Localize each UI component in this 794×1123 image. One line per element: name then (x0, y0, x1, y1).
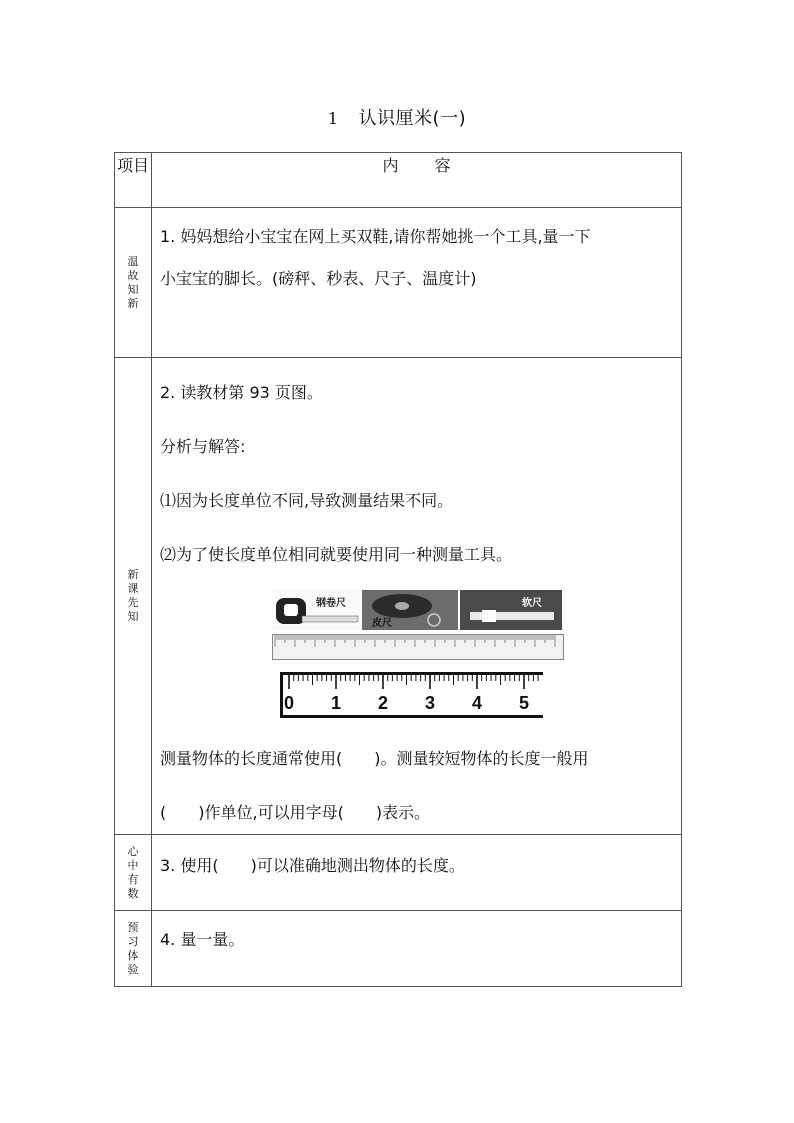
header-item: 项目 (115, 153, 152, 208)
question-2-line-4: ⑵为了使长度单位相同就要使用同一种测量工具。 (160, 545, 513, 564)
centimeter-ruler (280, 672, 543, 718)
tape-measure-label: 钢卷尺 (316, 598, 346, 609)
tape-measure-photo (272, 590, 360, 630)
question-2-line-2: 分析与解答: (160, 437, 246, 456)
row-label-review: 温故知新 (115, 208, 152, 358)
table-row-practice (115, 911, 682, 987)
centimeter-ruler-ticks (283, 675, 543, 695)
row-label-preview: 新课先知 (115, 358, 152, 835)
table-row-preview (115, 358, 682, 835)
table-header-row (115, 153, 682, 208)
tool-photos (272, 590, 562, 630)
worksheet-table (114, 152, 682, 987)
question-2-blank-line-2: ( )作单位,可以用字母( )表示。 (160, 803, 431, 822)
ruler-number: 1 (330, 693, 342, 713)
row-content-practice (152, 911, 682, 987)
question-4-line-1: 4. 量一量。 (160, 930, 245, 949)
row-label-practice: 预习体验 (115, 911, 152, 987)
soft-tape-photo (460, 590, 562, 630)
ruler-number-row (285, 694, 541, 714)
row-content-review (152, 208, 682, 358)
question-2-blank-line-1: 测量物体的长度通常使用( )。测量较短物体的长度一般用 (160, 749, 589, 768)
row-content-mindset (152, 835, 682, 911)
long-ruler-ticks (273, 635, 563, 659)
ruler-number: 2 (377, 693, 389, 713)
page-title (0, 104, 794, 130)
table-row-mindset (115, 835, 682, 911)
ruler-number: 0 (283, 693, 295, 713)
row-label-mindset: 心中有数 (115, 835, 152, 911)
question-2-line-1: 2. 读教材第 93 页图。 (160, 383, 323, 402)
soft-tape-label: 软尺 (522, 598, 542, 609)
question-2-line-3: ⑴因为长度单位不同,导致测量结果不同。 (160, 491, 454, 510)
long-ruler (272, 634, 564, 660)
row-content-preview (152, 358, 682, 835)
lesson-title: 认识厘米(一) (358, 108, 467, 129)
leather-tape-photo (362, 590, 458, 630)
table-row-review (115, 208, 682, 358)
header-content: 内容 (152, 153, 682, 208)
ruler-number: 5 (518, 693, 530, 713)
ruler-number: 3 (424, 693, 436, 713)
leather-tape-label: 皮尺 (372, 618, 392, 629)
ruler-number: 4 (471, 693, 483, 713)
question-1-line-2: 小宝宝的脚长。(磅秤、秒表、尺子、温度计) (160, 269, 477, 288)
soft-tape-icon (460, 590, 562, 630)
question-1-line-1: 1. 妈妈想给小宝宝在网上买双鞋,请你帮她挑一个工具,量一下 (160, 227, 591, 246)
question-3-line-1: 3. 使用( )可以准确地测出物体的长度。 (160, 856, 465, 875)
measuring-tools-image (272, 590, 562, 720)
lesson-number: 1 (327, 109, 339, 128)
